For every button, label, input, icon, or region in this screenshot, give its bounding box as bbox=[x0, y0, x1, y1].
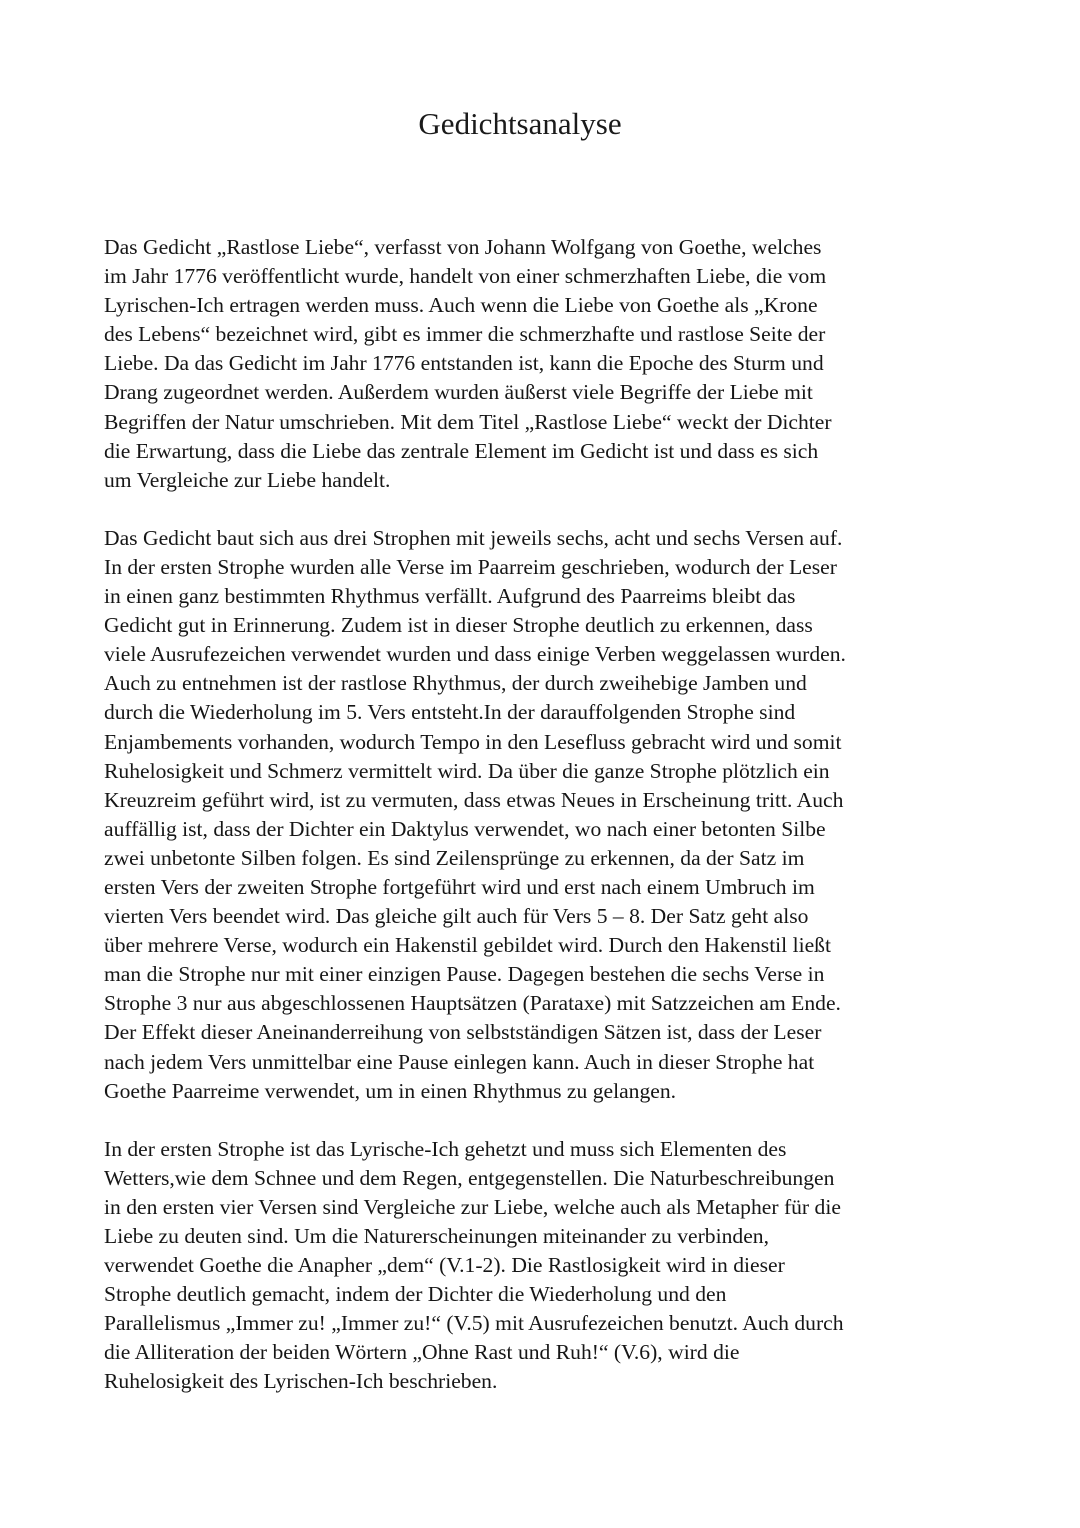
paragraph-interpretation bbox=[104, 1135, 980, 1397]
text-line: Auch zu entnehmen ist der rastlose Rhythmus, der durch zweihebige Jamben und bbox=[104, 671, 807, 696]
text-line: viele Ausrufezeichen verwendet wurden und dass einige Verben weggelassen wurden. bbox=[104, 642, 846, 667]
text-line: Begriffen der Natur umschrieben. Mit dem Titel „Rastlose Liebe“ weckt der Dichter bbox=[104, 409, 832, 434]
document-body bbox=[104, 233, 980, 1426]
text-line: vierten Vers beendet wird. Das gleiche gilt auch für Vers 5 – 8. Der Satz geht also bbox=[104, 904, 809, 929]
text-line: die Erwartung, dass die Liebe das zentrale Element im Gedicht ist und dass es sich bbox=[104, 438, 819, 463]
text-line: In der ersten Strophe ist das Lyrische-Ich gehetzt und muss sich Elementen des bbox=[104, 1136, 787, 1161]
text-line: des Lebens“ bezeichnet wird, gibt es immer die schmerzhafte und rastlose Seite der bbox=[104, 322, 826, 347]
page-title: Gedichtsanalyse bbox=[418, 106, 622, 141]
text-line: die Alliteration der beiden Wörtern „Ohne Rast und Ruh!“ (V.6), wird die bbox=[104, 1340, 740, 1365]
text-line: nach jedem Vers unmittelbar eine Pause einlegen kann. Auch in dieser Strophe hat bbox=[104, 1049, 815, 1074]
text-line: Das Gedicht baut sich aus drei Strophen mit jeweils sechs, acht und sechs Versen auf. bbox=[104, 525, 843, 550]
text-line: in den ersten vier Versen sind Vergleiche zur Liebe, welche auch als Metapher für die bbox=[104, 1194, 841, 1219]
text-line: Lyrischen-Ich ertragen werden muss. Auch wenn die Liebe von Goethe als „Krone bbox=[104, 293, 818, 318]
text-line: Strophe 3 nur aus abgeschlossenen Hauptsätzen (Parataxe) mit Satzzeichen am Ende. bbox=[104, 991, 841, 1016]
paragraph-introduction bbox=[104, 233, 980, 495]
text-line: Das Gedicht „Rastlose Liebe“, verfasst von Johann Wolfgang von Goethe, welches bbox=[104, 235, 822, 259]
text-line: Enjambements vorhanden, wodurch Tempo in den Lesefluss gebracht wird und somit bbox=[104, 729, 842, 754]
text-line: In der ersten Strophe wurden alle Verse im Paarreim geschrieben, wodurch der Leser bbox=[104, 554, 837, 579]
text-line: Liebe. Da das Gedicht im Jahr 1776 entstanden ist, kann die Epoche des Sturm und bbox=[104, 351, 824, 376]
text-line: Der Effekt dieser Aneinanderreihung von selbstständigen Sätzen ist, dass der Leser bbox=[104, 1020, 822, 1045]
paragraph-form-analysis bbox=[104, 524, 980, 1106]
text-line: Gedicht gut in Erinnerung. Zudem ist in dieser Strophe deutlich zu erkennen, dass bbox=[104, 613, 813, 638]
text-line: Drang zugeordnet werden. Außerdem wurden äußerst viele Begriffe der Liebe mit bbox=[104, 380, 813, 405]
text-line: Wetters,wie dem Schnee und dem Regen, entgegenstellen. Die Naturbeschreibungen bbox=[104, 1165, 835, 1190]
text-line: im Jahr 1776 veröffentlicht wurde, handelt von einer schmerzhaften Liebe, die vom bbox=[104, 264, 827, 289]
text-line: durch die Wiederholung im 5. Vers entsteht.In der darauffolgenden Strophe sind bbox=[104, 700, 796, 725]
text-line: Strophe deutlich gemacht, indem der Dichter die Wiederholung und den bbox=[104, 1282, 727, 1307]
text-line: ersten Vers der zweiten Strophe fortgeführt wird und erst nach einem Umbruch im bbox=[104, 874, 815, 899]
text-line: verwendet Goethe die Anapher „dem“ (V.1-2). Die Rastlosigkeit wird in dieser bbox=[104, 1253, 785, 1278]
text-line: zwei unbetonte Silben folgen. Es sind Zeilensprünge zu erkennen, da der Satz im bbox=[104, 845, 805, 870]
text-line: auffällig ist, dass der Dichter ein Daktylus verwendet, wo nach einer betonten Silbe bbox=[104, 816, 826, 841]
text-line: Ruhelosigkeit und Schmerz vermittelt wird. Da über die ganze Strophe plötzlich ein bbox=[104, 758, 830, 783]
text-line: Goethe Paarreime verwendet, um in einen Rhythmus zu gelangen. bbox=[104, 1078, 677, 1103]
text-line: Ruhelosigkeit des Lyrischen-Ich beschrieben. bbox=[104, 1369, 498, 1394]
text-line: über mehrere Verse, wodurch ein Hakenstil gebildet wird. Durch den Hakenstil ließt bbox=[104, 933, 831, 958]
text-line: um Vergleiche zur Liebe handelt. bbox=[104, 467, 391, 492]
text-line: Parallelismus „Immer zu! „Immer zu!“ (V.5) mit Ausrufezeichen benutzt. Auch durch bbox=[104, 1311, 844, 1336]
text-line: Liebe zu deuten sind. Um die Naturerscheinungen miteinander zu verbinden, bbox=[104, 1224, 769, 1248]
text-line: man die Strophe nur mit einer einzigen Pause. Dagegen bestehen die sechs Verse in bbox=[104, 962, 825, 987]
text-line: in einen ganz bestimmten Rhythmus verfällt. Aufgrund des Paarreims bleibt das bbox=[104, 584, 796, 609]
text-line: Kreuzreim geführt wird, ist zu vermuten, dass etwas Neues in Erscheinung tritt. Auch bbox=[104, 787, 844, 812]
